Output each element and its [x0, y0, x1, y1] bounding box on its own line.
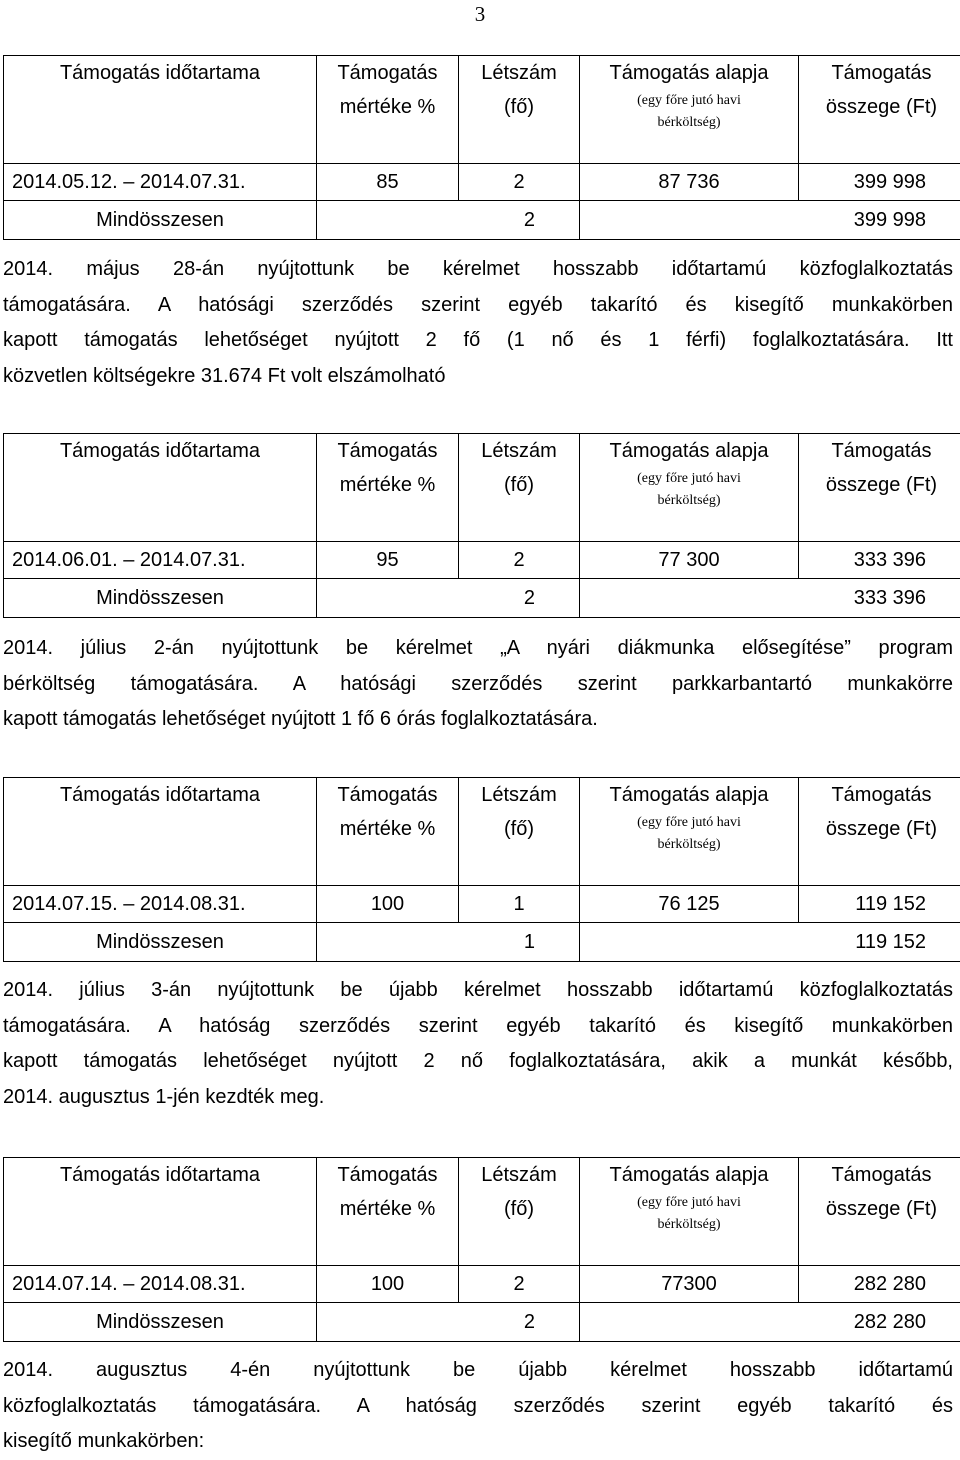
cell-rate: 100: [317, 1266, 459, 1303]
total-amount: 119 152: [580, 923, 960, 962]
cell-amount: 119 152: [799, 886, 960, 923]
header-rate: Támogatás mértéke %: [317, 778, 459, 886]
header-amount: Támogatás összege (Ft): [799, 434, 960, 542]
header-count: Létszám (fő): [459, 778, 580, 886]
paragraph-line: kapott támogatás lehetőséget nyújtott 2 nő foglalkoztatására, akik a munkát később,: [3, 1044, 953, 1080]
cell-amount: 333 396: [799, 542, 960, 579]
header-amount: Támogatás összege (Ft): [799, 56, 960, 164]
paragraph-line: 2014. július 3-án nyújtottunk be újabb kérelmet hosszabb időtartamú közfoglalkoztatás: [3, 973, 953, 1009]
header-period: Támogatás időtartama: [4, 434, 317, 542]
header-period: Támogatás időtartama: [4, 1158, 317, 1266]
cell-rate: 85: [317, 164, 459, 201]
table-total-row: [4, 579, 960, 618]
table-total-row: [4, 201, 960, 240]
cell-period: 2014.05.12. – 2014.07.31.: [4, 164, 317, 201]
cell-period: 2014.07.15. – 2014.08.31.: [4, 886, 317, 923]
grant-table-1: [3, 55, 960, 240]
header-count: Létszám (fő): [459, 56, 580, 164]
header-basis: Támogatás alapja (egy főre jutó havi bérköltség): [580, 56, 799, 164]
header-rate: Támogatás mértéke %: [317, 1158, 459, 1266]
cell-basis: 87 736: [580, 164, 799, 201]
table-row: [4, 164, 960, 201]
header-basis: Támogatás alapja (egy főre jutó havi bérköltség): [580, 1158, 799, 1266]
header-rate: Támogatás mértéke %: [317, 434, 459, 542]
paragraph-line: bérköltség támogatására. A hatósági szerződés szerint parkkarbantartó munkakörre: [3, 667, 953, 703]
cell-amount: 282 280: [799, 1266, 960, 1303]
header-amount: Támogatás összege (Ft): [799, 1158, 960, 1266]
grant-table-3: [3, 777, 960, 962]
grant-table-2: [3, 433, 960, 618]
header-count: Létszám (fő): [459, 434, 580, 542]
total-count: 2: [317, 579, 580, 618]
cell-rate: 100: [317, 886, 459, 923]
table-row: [4, 542, 960, 579]
table-total-row: [4, 1303, 960, 1342]
total-amount: 399 998: [580, 201, 960, 240]
table-header-row: [4, 56, 960, 164]
total-label: Mindösszesen: [4, 923, 317, 962]
header-count: Létszám (fő): [459, 1158, 580, 1266]
page-number: 3: [470, 2, 490, 27]
cell-period: 2014.06.01. – 2014.07.31.: [4, 542, 317, 579]
paragraph-line: támogatására. A hatóság szerződés szerint egyéb takarító és kisegítő munkakörben: [3, 1009, 953, 1045]
total-amount: 282 280: [580, 1303, 960, 1342]
paragraph-2: [3, 631, 953, 738]
cell-count: 2: [459, 1266, 580, 1303]
header-basis: Támogatás alapja (egy főre jutó havi bérköltség): [580, 434, 799, 542]
paragraph-line: kapott támogatás lehetőséget nyújtott 1 fő 6 órás foglalkoztatására.: [3, 702, 953, 738]
header-period: Támogatás időtartama: [4, 778, 317, 886]
paragraph-line: közvetlen költségekre 31.674 Ft volt elszámolható: [3, 359, 953, 395]
header-basis: Támogatás alapja (egy főre jutó havi bérköltség): [580, 778, 799, 886]
table-header-row: [4, 434, 960, 542]
cell-basis: 77300: [580, 1266, 799, 1303]
paragraph-line: kisegítő munkakörben:: [3, 1424, 953, 1460]
paragraph-line: 2014. augusztus 1-jén kezdték meg.: [3, 1080, 953, 1116]
paragraph-1: [3, 252, 953, 394]
table-row: [4, 1266, 960, 1303]
grant-table-4: [3, 1157, 960, 1342]
table-header-row: [4, 1158, 960, 1266]
paragraph-line: kapott támogatás lehetőséget nyújtott 2 fő (1 nő és 1 férfi) foglalkoztatására. Itt: [3, 323, 953, 359]
header-period: Támogatás időtartama: [4, 56, 317, 164]
paragraph-line: 2014. július 2-án nyújtottunk be kérelmet „A nyári diákmunka elősegítése” program: [3, 631, 953, 667]
cell-count: 1: [459, 886, 580, 923]
paragraph-4: [3, 1353, 953, 1460]
cell-count: 2: [459, 542, 580, 579]
total-amount: 333 396: [580, 579, 960, 618]
total-label: Mindösszesen: [4, 579, 317, 618]
paragraph-line: 2014. május 28-án nyújtottunk be kérelmet hosszabb időtartamú közfoglalkoztatás: [3, 252, 953, 288]
total-count: 2: [317, 201, 580, 240]
table-header-row: [4, 778, 960, 886]
paragraph-3: [3, 973, 953, 1115]
header-amount: Támogatás összege (Ft): [799, 778, 960, 886]
cell-basis: 76 125: [580, 886, 799, 923]
paragraph-line: támogatására. A hatósági szerződés szerint egyéb takarító és kisegítő munkakörben: [3, 288, 953, 324]
cell-basis: 77 300: [580, 542, 799, 579]
cell-rate: 95: [317, 542, 459, 579]
paragraph-line: 2014. augusztus 4-én nyújtottunk be újabb kérelmet hosszabb időtartamú: [3, 1353, 953, 1389]
table-row: [4, 886, 960, 923]
cell-amount: 399 998: [799, 164, 960, 201]
total-label: Mindösszesen: [4, 1303, 317, 1342]
cell-count: 2: [459, 164, 580, 201]
header-rate: Támogatás mértéke %: [317, 56, 459, 164]
total-count: 2: [317, 1303, 580, 1342]
total-label: Mindösszesen: [4, 201, 317, 240]
cell-period: 2014.07.14. – 2014.08.31.: [4, 1266, 317, 1303]
table-total-row: [4, 923, 960, 962]
paragraph-line: közfoglalkoztatás támogatására. A hatóság szerződés szerint egyéb takarító és: [3, 1389, 953, 1425]
total-count: 1: [317, 923, 580, 962]
